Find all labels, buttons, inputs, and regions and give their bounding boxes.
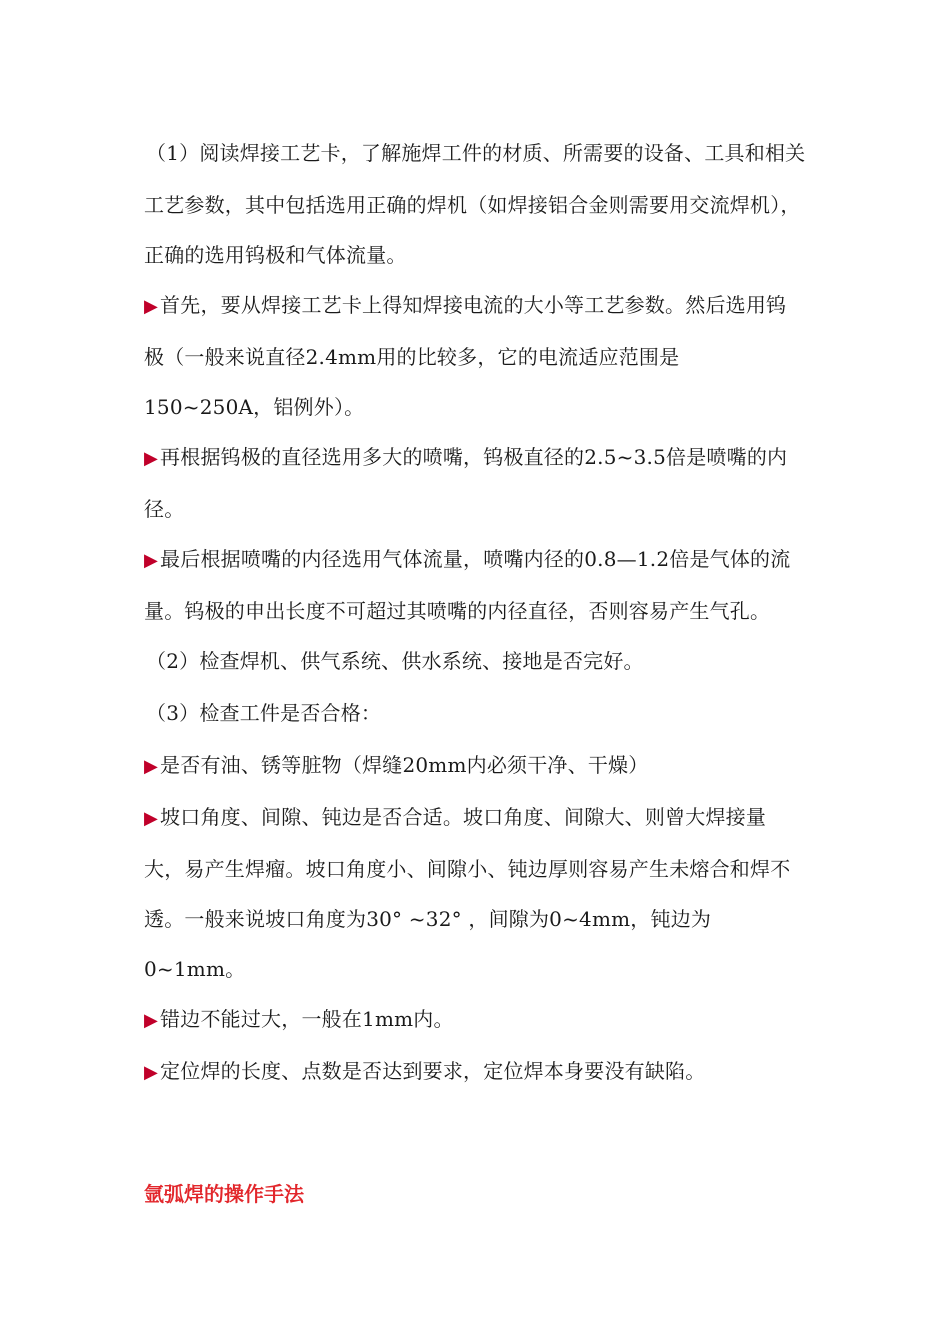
paragraph-10 <box>144 1046 806 1098</box>
paragraph-1 <box>144 128 806 280</box>
paragraph-text: （3）检查工件是否合格： <box>146 701 382 725</box>
paragraph-text: 首先，要从焊接工艺卡上得知焊接电流的大小等工艺参数。然后选用钨极（一般来说直径2.4mm用的比较多，它的电流适应范围是150~250A，铝例外）。 <box>144 293 787 419</box>
document-body <box>144 128 806 1098</box>
paragraph-6 <box>144 688 806 740</box>
paragraph-8 <box>144 792 806 994</box>
paragraph-7 <box>144 740 806 792</box>
bullet-marker: ▶ <box>144 448 159 469</box>
paragraph-text: 定位焊的长度、点数是否达到要求，定位焊本身要没有缺陷。 <box>160 1059 706 1083</box>
paragraph-3 <box>144 432 806 534</box>
paragraph-text: （1）阅读焊接工艺卡，了解施焊工件的材质、所需要的设备、工具和相关工艺参数，其中包括选用正确的焊机（如焊接铝合金则需要用交流焊机），正确的选用钨极和气体流量。 <box>144 141 806 267</box>
bullet-marker: ▶ <box>144 1062 159 1083</box>
paragraph-9 <box>144 994 806 1046</box>
bullet-marker: ▶ <box>144 550 159 571</box>
bullet-marker: ▶ <box>144 296 159 317</box>
paragraph-5 <box>144 636 806 688</box>
paragraph-4 <box>144 534 806 636</box>
paragraph-text: 再根据钨极的直径选用多大的喷嘴，钨极直径的2.5~3.5倍是喷嘴的内径。 <box>144 445 788 521</box>
paragraph-text: （2）检查焊机、供气系统、供水系统、接地是否完好。 <box>146 649 644 673</box>
bullet-marker: ▶ <box>144 756 159 777</box>
bullet-marker: ▶ <box>144 808 159 829</box>
paragraph-2 <box>144 280 806 432</box>
paragraph-text: 错边不能过大，一般在1mm内。 <box>160 1007 454 1031</box>
section-heading: 氩弧焊的操作手法 <box>144 1182 304 1206</box>
paragraph-text: 坡口角度、间隙、钝边是否合适。坡口角度、间隙大、则曾大焊接量大，易产生焊瘤。坡口角度小、间隙小、钝边厚则容易产生未熔合和焊不透。一般来说坡口角度为30° ~32° ，间隙为0~4mm，钝边为0~1mm。 <box>144 805 791 981</box>
bullet-marker: ▶ <box>144 1010 159 1031</box>
paragraph-text: 最后根据喷嘴的内径选用气体流量，喷嘴内径的0.8—1.2倍是气体的流量。钨极的申出长度不可超过其喷嘴的内径直径，否则容易产生气孔。 <box>144 547 791 623</box>
paragraph-text: 是否有油、锈等脏物（焊缝20mm内必须干净、干燥） <box>160 753 649 777</box>
